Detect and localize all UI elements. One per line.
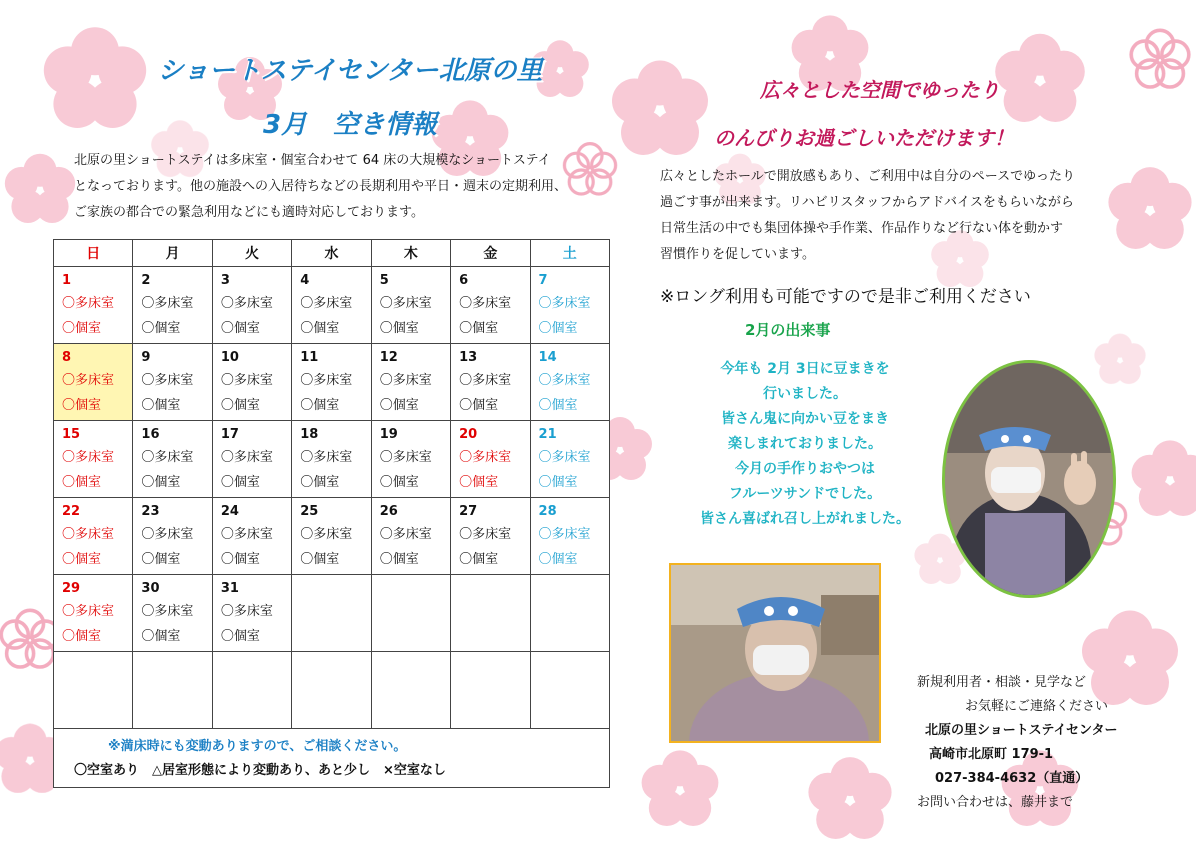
private-room-availability: 〇個室 xyxy=(141,629,181,644)
day-number: 20 xyxy=(459,427,478,442)
day-number: 29 xyxy=(62,581,81,596)
day-number: 10 xyxy=(220,350,239,365)
day-number: 24 xyxy=(220,504,239,519)
private-room-availability: 〇個室 xyxy=(459,475,499,490)
calendar-day-cell xyxy=(212,498,291,575)
day-number: 15 xyxy=(62,427,81,442)
calendar-day-cell xyxy=(292,652,371,729)
calendar-day-cell xyxy=(292,344,371,421)
private-room-availability: 〇個室 xyxy=(459,398,499,413)
calendar-day-cell xyxy=(530,652,609,729)
calendar-day-cell xyxy=(451,498,530,575)
shared-room-availability: 〇多床室 xyxy=(62,604,115,619)
private-room-availability: 〇個室 xyxy=(300,552,340,567)
calendar-day-cell xyxy=(54,575,133,652)
private-room-availability: 〇個室 xyxy=(538,321,578,336)
calendar-week-row xyxy=(54,575,610,652)
calendar-day-cell xyxy=(371,575,450,652)
availability-calendar xyxy=(53,239,610,797)
calendar-day-cell xyxy=(54,344,133,421)
private-room-availability: 〇個室 xyxy=(62,629,102,644)
shared-room-availability: 〇多床室 xyxy=(141,373,194,388)
private-room-availability: 〇個室 xyxy=(141,552,181,567)
right-heading-line1: 広々とした空間でゆったり xyxy=(760,78,1000,102)
shared-room-availability: 〇多床室 xyxy=(141,527,194,542)
private-room-availability: 〇個室 xyxy=(379,398,419,413)
calendar-day-cell xyxy=(292,575,371,652)
shared-room-availability: 〇多床室 xyxy=(220,450,273,465)
shared-room-availability: 〇多床室 xyxy=(379,527,432,542)
private-room-availability: 〇個室 xyxy=(220,629,260,644)
intro-line: 北原の里ショートステイは多床室・個室合わせて 64 床の大規模なショートステイ xyxy=(74,153,551,168)
calendar-day-cell xyxy=(212,267,291,344)
private-room-availability: 〇個室 xyxy=(62,321,102,336)
day-number: 26 xyxy=(379,504,398,519)
calendar-day-cell xyxy=(451,652,530,729)
intro-line: ご家族の都合での緊急利用などにも適時対応しております。 xyxy=(74,205,424,220)
contact-person: お問い合わせは、藤井まで xyxy=(917,795,1074,810)
calendar-day-cell xyxy=(212,652,291,729)
shared-room-availability: 〇多床室 xyxy=(459,527,512,542)
weekday-header: 火 xyxy=(212,240,291,267)
day-number: 27 xyxy=(459,504,478,519)
weekday-header: 水 xyxy=(292,240,371,267)
variation-note: ※満床時にも変動ありますので、ご相談ください。 xyxy=(108,739,407,754)
day-number: 23 xyxy=(141,504,160,519)
calendar-day-cell xyxy=(133,344,212,421)
calendar-day-cell xyxy=(133,652,212,729)
facility-description xyxy=(660,164,1140,268)
title-line1: ショートステイセンター北原の里 xyxy=(157,56,543,86)
calendar-week-row xyxy=(54,267,610,344)
private-room-availability: 〇個室 xyxy=(220,321,260,336)
calendar-week-row xyxy=(54,344,610,421)
day-number: 21 xyxy=(538,427,557,442)
day-number: 3 xyxy=(220,273,230,288)
events-title: 2月の出来事 xyxy=(745,321,831,339)
shared-room-availability: 〇多床室 xyxy=(141,450,194,465)
shared-room-availability: 〇多床室 xyxy=(141,296,194,311)
calendar-day-cell xyxy=(451,344,530,421)
calendar-day-cell xyxy=(530,267,609,344)
description-line: 習慣作りを促しています。 xyxy=(660,247,815,262)
description-line: 広々としたホールで開放感もあり、ご利用中は自分のペースでゆったり xyxy=(660,169,1075,184)
shared-room-availability: 〇多床室 xyxy=(62,527,115,542)
shared-room-availability: 〇多床室 xyxy=(459,296,512,311)
events-line: 皆さん鬼に向かい豆をまき xyxy=(721,411,889,427)
events-text xyxy=(660,357,950,532)
calendar-day-cell xyxy=(530,344,609,421)
shared-room-availability: 〇多床室 xyxy=(220,527,273,542)
day-number: 4 xyxy=(300,273,310,288)
shared-room-availability: 〇多床室 xyxy=(220,296,273,311)
events-line: 楽しまれておりました。 xyxy=(728,436,882,452)
calendar-day-cell xyxy=(371,498,450,575)
resident-photo-oval-image xyxy=(945,363,1113,595)
day-number: 28 xyxy=(538,504,557,519)
intro-line: となっております。他の施設への入居待ちなどの長期利用や平日・週末の定期利用、 xyxy=(74,179,567,194)
weekday-header: 金 xyxy=(451,240,530,267)
calendar-day-cell xyxy=(292,267,371,344)
private-room-availability: 〇個室 xyxy=(220,475,260,490)
weekday-header: 日 xyxy=(54,240,133,267)
calendar-day-cell xyxy=(530,421,609,498)
day-number: 5 xyxy=(379,273,389,288)
description-line: 過ごす事が出来ます。リハビリスタッフからアドバイスをもらいながら xyxy=(660,195,1074,210)
calendar-day-cell xyxy=(530,498,609,575)
intro-text xyxy=(74,148,614,226)
shared-room-availability: 〇多床室 xyxy=(62,296,115,311)
shared-room-availability: 〇多床室 xyxy=(379,296,432,311)
day-number: 30 xyxy=(141,581,160,596)
resident-photo-rect xyxy=(669,563,881,743)
facility-phone: 027-384-4632（直通） xyxy=(935,771,1089,786)
long-stay-note: ※ロング利用も可能ですので是非ご利用ください xyxy=(660,287,1031,307)
calendar-day-cell xyxy=(292,421,371,498)
calendar-day-cell xyxy=(54,652,133,729)
resident-photo-oval xyxy=(942,360,1116,598)
facility-name: 北原の里ショートステイセンター xyxy=(925,723,1118,738)
shared-room-availability: 〇多床室 xyxy=(300,527,353,542)
private-room-availability: 〇個室 xyxy=(62,552,102,567)
day-number: 2 xyxy=(141,273,151,288)
shared-room-availability: 〇多床室 xyxy=(538,450,591,465)
shared-room-availability: 〇多床室 xyxy=(379,373,432,388)
calendar-day-cell xyxy=(451,421,530,498)
resident-photo-rect-image xyxy=(671,565,879,741)
day-number: 14 xyxy=(538,350,557,365)
shared-room-availability: 〇多床室 xyxy=(459,450,512,465)
description-line: 日常生活の中でも集団体操や手作業、作品作りなど行ない体を動かす xyxy=(660,221,1064,236)
private-room-availability: 〇個室 xyxy=(379,321,419,336)
shared-room-availability: 〇多床室 xyxy=(538,296,591,311)
weekday-header-row xyxy=(54,240,610,267)
shared-room-availability: 〇多床室 xyxy=(300,450,353,465)
private-room-availability: 〇個室 xyxy=(220,398,260,413)
private-room-availability: 〇個室 xyxy=(62,398,102,413)
shared-room-availability: 〇多床室 xyxy=(538,527,591,542)
events-line: フルーツサンドでした。 xyxy=(728,486,882,502)
shared-room-availability: 〇多床室 xyxy=(220,373,273,388)
day-number: 1 xyxy=(62,273,72,288)
calendar-day-cell xyxy=(133,498,212,575)
private-room-availability: 〇個室 xyxy=(538,552,578,567)
private-room-availability: 〇個室 xyxy=(62,475,102,490)
day-number: 16 xyxy=(141,427,160,442)
shared-room-availability: 〇多床室 xyxy=(379,450,432,465)
private-room-availability: 〇個室 xyxy=(459,552,499,567)
calendar-day-cell xyxy=(371,652,450,729)
calendar-day-cell xyxy=(54,421,133,498)
day-number: 12 xyxy=(379,350,398,365)
calendar-day-cell xyxy=(371,344,450,421)
day-number: 8 xyxy=(62,350,72,365)
calendar-day-cell xyxy=(133,575,212,652)
shared-room-availability: 〇多床室 xyxy=(300,296,353,311)
calendar-body xyxy=(54,267,610,729)
private-room-availability: 〇個室 xyxy=(538,475,578,490)
day-number: 13 xyxy=(459,350,478,365)
private-room-availability: 〇個室 xyxy=(220,552,260,567)
calendar-day-cell xyxy=(530,575,609,652)
events-line: 皆さん喜ばれ召し上がれました。 xyxy=(700,511,910,527)
calendar-day-cell xyxy=(212,421,291,498)
calendar-day-cell xyxy=(451,575,530,652)
private-room-availability: 〇個室 xyxy=(300,475,340,490)
shared-room-availability: 〇多床室 xyxy=(538,373,591,388)
calendar-week-row xyxy=(54,652,610,729)
events-line: 今年も 2月 3日に豆まきを xyxy=(720,361,890,377)
calendar-day-cell xyxy=(371,267,450,344)
calendar-day-cell xyxy=(212,575,291,652)
day-number: 18 xyxy=(300,427,319,442)
calendar-day-cell xyxy=(212,344,291,421)
day-number: 19 xyxy=(379,427,398,442)
day-number: 25 xyxy=(300,504,319,519)
contact-line1: 新規利用者・相談・見学など xyxy=(917,675,1087,690)
private-room-availability: 〇個室 xyxy=(538,398,578,413)
shared-room-availability: 〇多床室 xyxy=(62,373,115,388)
day-number: 17 xyxy=(220,427,239,442)
calendar-day-cell xyxy=(371,421,450,498)
availability-legend: 〇空室あり △居室形態により変動あり、あと少し ×空室なし xyxy=(74,763,446,778)
private-room-availability: 〇個室 xyxy=(141,321,181,336)
shared-room-availability: 〇多床室 xyxy=(141,604,194,619)
calendar-day-cell xyxy=(133,421,212,498)
shared-room-availability: 〇多床室 xyxy=(220,604,273,619)
private-room-availability: 〇個室 xyxy=(300,321,340,336)
calendar-day-cell xyxy=(292,498,371,575)
day-number: 11 xyxy=(300,350,319,365)
day-number: 7 xyxy=(538,273,548,288)
facility-address: 高崎市北原町 179-1 xyxy=(929,747,1054,762)
private-room-availability: 〇個室 xyxy=(379,475,419,490)
day-number: 9 xyxy=(141,350,151,365)
private-room-availability: 〇個室 xyxy=(459,321,499,336)
day-number: 6 xyxy=(459,273,469,288)
calendar-footer xyxy=(53,729,610,788)
private-room-availability: 〇個室 xyxy=(141,475,181,490)
private-room-availability: 〇個室 xyxy=(141,398,181,413)
calendar-day-cell xyxy=(54,498,133,575)
calendar-day-cell xyxy=(133,267,212,344)
shared-room-availability: 〇多床室 xyxy=(300,373,353,388)
day-number: 22 xyxy=(62,504,81,519)
calendar-day-cell xyxy=(54,267,133,344)
right-heading-line2: のんびりお過ごしいただけます！ xyxy=(714,126,1014,150)
calendar-day-cell xyxy=(451,267,530,344)
weekday-header: 月 xyxy=(133,240,212,267)
events-line: 行いました。 xyxy=(763,386,847,402)
private-room-availability: 〇個室 xyxy=(379,552,419,567)
events-line: 今月の手作りおやつは xyxy=(735,461,875,477)
weekday-header: 木 xyxy=(371,240,450,267)
shared-room-availability: 〇多床室 xyxy=(459,373,512,388)
shared-room-availability: 〇多床室 xyxy=(62,450,115,465)
contact-line2: お気軽にご連絡ください xyxy=(965,699,1109,714)
private-room-availability: 〇個室 xyxy=(300,398,340,413)
day-number: 31 xyxy=(220,581,239,596)
calendar-week-row xyxy=(54,498,610,575)
contact-info xyxy=(917,671,1118,815)
weekday-header: 土 xyxy=(530,240,609,267)
title-line2: 3月 空き情報 xyxy=(262,110,438,140)
calendar-week-row xyxy=(54,421,610,498)
calendar-table xyxy=(53,239,610,729)
